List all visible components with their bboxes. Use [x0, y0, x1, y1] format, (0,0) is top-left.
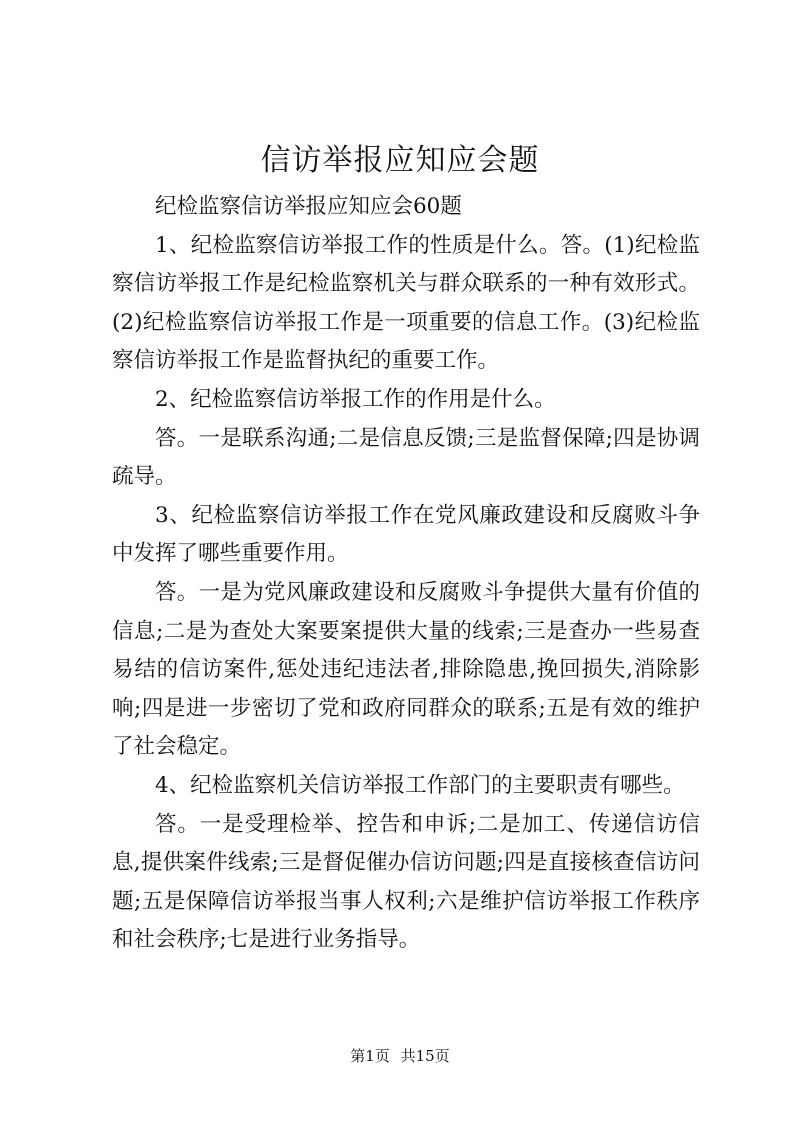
paragraph-answer-4: 答。一是受理检举、控告和申诉;二是加工、传递信访信息,提供案件线索;三是督促催办信访问题;四是直接核查信访问题;五是保障信访举报当事人权利;六是维护信访举报工作秩序和社会秩序;七是进行业务指导。 [112, 811, 700, 953]
page-footer [0, 1046, 800, 1066]
document-title: 信访举报应知应会题 [260, 143, 540, 178]
paragraph-answer-2: 答。一是联系沟通;二是信息反馈;三是监督保障;四是协调疏导。 [112, 425, 700, 490]
total-pages: 共15页 [400, 1047, 450, 1065]
page-number: 第1页 [350, 1047, 390, 1065]
paragraph-subtitle: 纪检监察信访举报应知应会60题 [155, 194, 462, 219]
document-body [112, 188, 700, 960]
paragraph-question-4: 4、纪检监察机关信访举报工作部门的主要职责有哪些。 [155, 772, 685, 798]
paragraph-question-2: 2、纪检监察信访举报工作的作用是什么。 [155, 386, 556, 412]
paragraph-question-3: 3、纪检监察信访举报工作在党风廉政建设和反腐败斗争中发挥了哪些重要作用。 [112, 502, 700, 567]
paragraph-answer-3: 答。一是为党风廉政建设和反腐败斗争提供大量有价值的信息;二是为查处大案要案提供大量的线索;三是查办一些易查易结的信访案件,惩处违纪违法者,排除隐患,挽回损失,消除影响;四是进一步密切了党和政府同群众的联系;五是有效的维护了社会稳定。 [112, 579, 700, 760]
paragraph-question-1: 1、纪检监察信访举报工作的性质是什么。答。(1)纪检监察信访举报工作是纪检监察机关与群众联系的一种有效形式。(2)纪检监察信访举报工作是一项重要的信息工作。(3)纪检监察信访举报工作是监督执纪的重要工作。 [112, 232, 700, 374]
